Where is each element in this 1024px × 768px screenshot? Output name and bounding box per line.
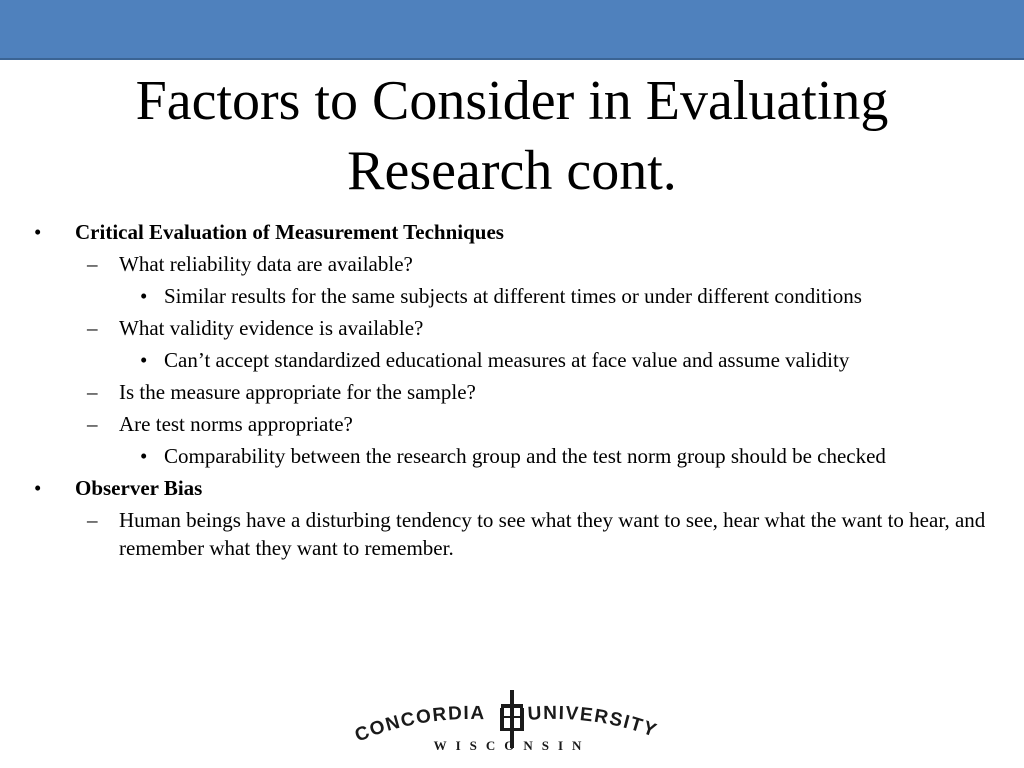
sub-bullet-reliability: – What reliability data are available? (119, 250, 1000, 278)
logo-text-university: UNIVERSITY (527, 702, 661, 743)
logo-text-wisconsin: WISCONSIN (433, 738, 591, 753)
bullet-observer-bias: • Observer Bias (75, 474, 1000, 502)
bullet-critical-evaluation: • Critical Evaluation of Measurement Techniques (75, 218, 1000, 246)
header-bar (0, 0, 1024, 60)
detail-similar-results: • Similar results for the same subjects at different times or under different conditions (164, 282, 1000, 310)
detail-comparability: • Comparability between the research group and the test norm group should be checked (164, 442, 1000, 470)
bullet-list (0, 214, 1000, 566)
title-line-1: Factors to Consider in Evaluating (135, 70, 889, 132)
logo-text-concordia: CONCORDIA (352, 702, 486, 747)
detail-cant-accept: • Can’t accept standardized educational measures at face value and assume validity (164, 346, 1000, 374)
sub-bullet-measure-appropriate: – Is the measure appropriate for the sample? (119, 378, 1000, 406)
sub-bullet-human-beings: – Human beings have a disturbing tendency to see what they want to see, hear what the want to hear, and remember what they want to remember. (119, 506, 1000, 562)
title-line-2: Research cont. (347, 140, 677, 202)
sub-bullet-validity: – What validity evidence is available? (119, 314, 1000, 342)
sub-bullet-test-norms: – Are test norms appropriate? (119, 410, 1000, 438)
concordia-university-logo (352, 686, 672, 758)
slide-title (0, 66, 1024, 206)
